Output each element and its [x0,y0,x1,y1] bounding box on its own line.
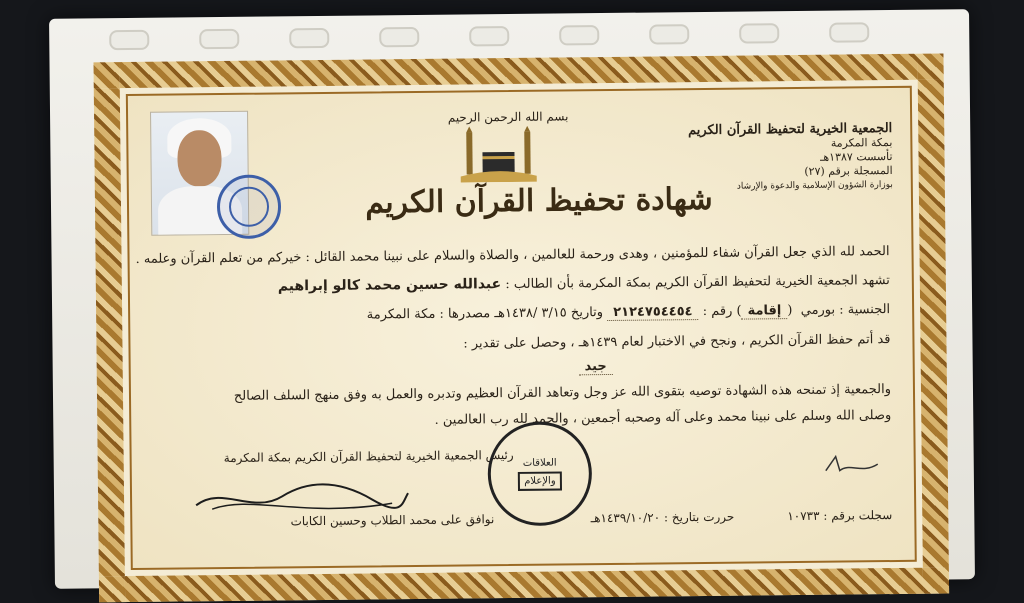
issue-date: ١٤٣٩/١٠/٢٠هـ [590,510,661,526]
record-row [787,508,892,523]
closing-line: وصلى الله وسلم على نبينا محمد وعلى آله وصحبه أجمعين ، والحمد لله رب العالمين . [434,408,892,428]
binder-holes [49,21,969,51]
grade-value: جيد [578,359,612,375]
binder-hole [829,22,869,42]
memorized-line [463,332,890,351]
chairman-label: رئيس الجمعية الخيرية لتحفيظ القرآن الكريم بمكة المكرمة [223,447,514,466]
photo-face [177,130,222,186]
binder-hole [379,27,419,47]
record-number: ١٠٧٣٣ [787,508,820,524]
stamp-text-relations: العلاقات [522,457,557,469]
id-type: إقامة [741,303,787,319]
id-date: ٣/١٥ /١٤٣٨هـ [494,305,567,322]
black-seal-stamp [487,421,592,526]
memorized-text: قد أتم حفظ القرآن الكريم ، ونجح في الاختبار لعام ١٤٣٩هـ ، وحصل على تقدير : [463,332,891,352]
blue-seal-stamp [217,174,282,239]
basmala: بسم الله الرحمن الرحيم [447,109,569,125]
association-city: بمكة المكرمة [830,136,893,150]
director-label: نوافق على محمد الطلاب وحسين الكابات [290,512,495,529]
certificate-title: شهادة تحفيظ القرآن الكريم [365,181,713,221]
binder-hole [469,26,509,46]
certificate-frame [93,53,949,602]
student-name: عبدالله حسين محمد كالو إبراهيم [277,276,502,295]
identity-line: الجنسية : بورمي (إقامة) رقم : ٢١٢٤٧٥٤٤٥٤ وتاريخ ٣/١٥ /١٤٣٨هـ مصدرها : مكة المكرمة [366,302,891,323]
certificate-body [126,86,917,570]
association-registration: المسجلة برقم (٢٧) [804,164,893,178]
issue-date-label: حررت بتاريخ : [663,509,735,525]
plastic-sleeve [49,9,975,589]
record-label: سجلت برقم : [823,508,893,523]
stamp-text-media: والإعلام [518,471,562,490]
binder-hole [649,24,689,44]
attest-line [278,272,890,294]
binder-hole [559,25,599,45]
secondary-signature [822,448,882,479]
grade-line [578,359,612,375]
binder-hole [109,30,149,50]
intro-line: الحمد لله الذي جعل القرآن شفاء للمؤمنين ، وهدى ورحمة للعالمين ، والصلاة والسلام على نبينا محمد القائل : خيركم من تعلم القرآن وعلمه . [135,244,890,267]
date-label: وتاريخ [570,305,604,321]
nationality-label: الجنسية : بورمي [800,302,891,318]
attest-label: تشهد الجمعية الخيرية لتحفيظ القرآن الكريم بمكة المكرمة بأن الطالب : [505,273,890,293]
issuer-label: مصدرها : مكة المكرمة [366,306,491,323]
binder-hole [289,28,329,48]
advice-line: والجمعية إذ تمنحه هذه الشهادة توصيه بتقوى الله عز وجل وتعاهد القرآن العظيم وتدبره والعمل به وفق منهج السلف الصالح [233,382,892,404]
association-name: الجمعية الخيرية لتحفيظ القرآن الكريم [687,121,893,139]
id-number: ٢١٢٤٧٥٤٤٥٤ [607,304,699,321]
id-label: رقم : [702,303,733,320]
binder-hole [739,23,779,43]
association-founded: تأسست ١٣٨٧هـ [820,150,893,164]
association-ministry: بوزارة الشؤون الإسلامية والدعوة والإرشاد [736,180,893,192]
binder-hole [199,29,239,49]
issue-date-row [591,510,735,526]
kaaba-emblem-icon [458,126,539,183]
